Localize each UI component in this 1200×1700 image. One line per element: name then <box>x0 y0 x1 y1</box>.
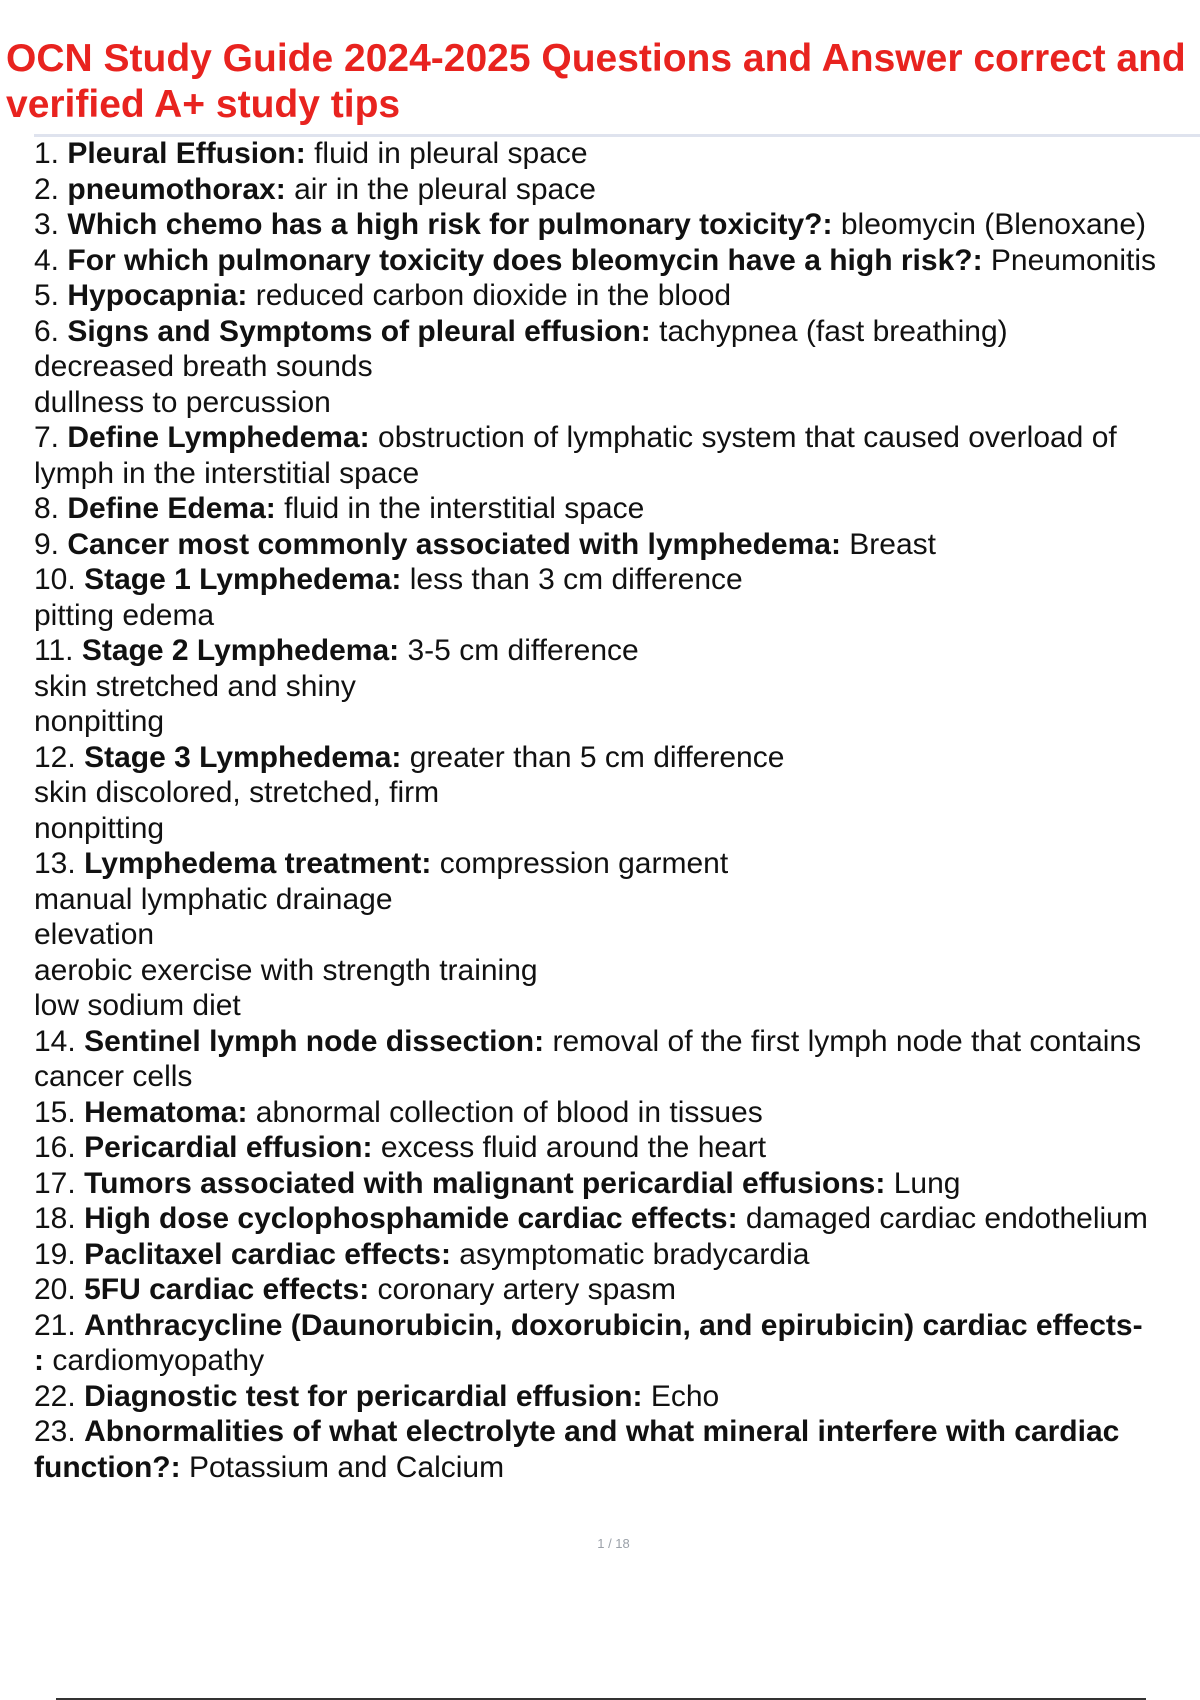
answer-text: Pneumonitis <box>990 243 1157 277</box>
qa-item-first-line <box>34 1414 1200 1450</box>
item-number: 3. <box>34 208 60 241</box>
qa-item <box>34 740 1200 847</box>
answer-text: tachypnea (fast breathing) <box>659 314 1008 348</box>
item-number: 22. <box>34 1379 76 1413</box>
answer-text: Lung <box>893 1166 961 1200</box>
document-title-line-1: OCN Study Guide 2024-2025 Questions and Answer correct and <box>6 37 1186 80</box>
qa-item <box>34 491 1200 527</box>
question-answer-list <box>34 136 1200 1485</box>
question-text: For which pulmonary toxicity does bleomycin have a high risk?: <box>67 243 983 277</box>
question-text: High dose cyclophosphamide cardiac effects: <box>84 1202 738 1235</box>
qa-item <box>34 562 1200 633</box>
question-text-continuation: : <box>34 1344 44 1377</box>
question-text: Stage 3 Lymphedema: <box>84 740 402 774</box>
question-text: Stage 2 Lymphedema: <box>81 634 400 667</box>
answer-text: cardiomyopathy <box>52 1344 265 1377</box>
qa-item-first-line <box>34 1166 1200 1202</box>
answer-text: fluid in the interstitial space <box>284 492 645 525</box>
answer-text: removal of the first lymph node that contains <box>552 1024 1142 1058</box>
item-number: 20. <box>34 1273 76 1306</box>
qa-item <box>34 1308 1200 1379</box>
item-number: 23. <box>34 1415 76 1448</box>
question-text: Pleural Effusion: <box>67 137 306 170</box>
question-text: Sentinel lymph node dissection: <box>84 1024 545 1058</box>
qa-item-first-line <box>34 172 1200 208</box>
qa-item <box>34 1130 1200 1166</box>
qa-item-first-line <box>34 1272 1200 1308</box>
qa-item-first-line <box>34 633 1200 669</box>
answer-extra-line: nonpitting <box>34 811 165 845</box>
answer-text: fluid in pleural space <box>314 137 588 170</box>
qa-item <box>34 207 1200 243</box>
qa-item <box>34 527 1200 563</box>
qa-item <box>34 1166 1200 1202</box>
qa-item-first-line <box>34 420 1200 456</box>
qa-item-first-line <box>34 740 1200 776</box>
qa-item <box>34 136 1200 172</box>
item-number: 9. <box>34 527 60 561</box>
answer-text: Echo <box>650 1379 720 1413</box>
item-number: 17. <box>34 1166 76 1200</box>
qa-item <box>34 314 1200 421</box>
qa-item-first-line <box>34 562 1200 598</box>
qa-item <box>34 633 1200 740</box>
question-text: Stage 1 Lymphedema: <box>84 563 402 596</box>
item-number: 10. <box>34 563 76 596</box>
document-title <box>6 36 1200 128</box>
qa-item <box>34 1272 1200 1308</box>
answer-text: Potassium and Calcium <box>188 1450 505 1484</box>
qa-item <box>34 1201 1200 1237</box>
answer-text: damaged cardiac endothelium <box>745 1202 1148 1235</box>
qa-item <box>34 846 1200 1024</box>
qa-item <box>34 420 1200 491</box>
answer-extra-line: aerobic exercise with strength training <box>34 953 538 987</box>
answer-text: compression garment <box>439 847 729 880</box>
qa-item-first-line <box>34 1237 1200 1273</box>
answer-extra-line: low sodium diet <box>34 989 241 1022</box>
qa-item <box>34 1024 1200 1095</box>
document-title-line-2: verified A+ study tips <box>6 83 401 126</box>
answer-text: 3-5 cm difference <box>407 634 639 667</box>
answer-extra-line: lymph in the interstitial space <box>34 456 420 490</box>
answer-text: abnormal collection of blood in tissues <box>255 1095 763 1129</box>
answer-extra-line: dullness to percussion <box>34 385 331 419</box>
answer-extra-line: nonpitting <box>34 705 165 738</box>
item-number: 2. <box>34 172 60 206</box>
item-number: 19. <box>34 1237 76 1271</box>
qa-item-first-line <box>34 314 1200 350</box>
item-number: 11. <box>34 634 74 667</box>
item-number: 16. <box>34 1131 76 1164</box>
question-text: Cancer most commonly associated with lymphedema: <box>67 527 841 561</box>
question-text: Tumors associated with malignant pericardial effusions: <box>84 1166 886 1200</box>
answer-extra-line: manual lymphatic drainage <box>34 882 393 916</box>
answer-text: air in the pleural space <box>294 172 596 206</box>
answer-extra-line: pitting edema <box>34 598 215 632</box>
question-text: Pericardial effusion: <box>84 1131 373 1164</box>
question-text: Anthracycline (Daunorubicin, doxorubicin, and epirubicin) cardiac effects- <box>84 1308 1143 1342</box>
item-number: 13. <box>34 847 76 880</box>
qa-item <box>34 1379 1200 1415</box>
answer-text: excess fluid around the heart <box>380 1131 767 1164</box>
qa-item-first-line <box>34 491 1200 527</box>
qa-item-first-line <box>34 846 1200 882</box>
qa-item <box>34 243 1200 279</box>
question-text: Which chemo has a high risk for pulmonary toxicity?: <box>67 208 833 241</box>
qa-item <box>34 1095 1200 1131</box>
qa-item-first-line <box>34 207 1200 243</box>
qa-item-first-line <box>34 1201 1200 1237</box>
answer-text: Breast <box>849 527 936 561</box>
page-indicator: 1 / 18 <box>597 1536 630 1551</box>
qa-item-first-line <box>34 1379 1200 1415</box>
question-text: Hypocapnia: <box>67 279 248 312</box>
answer-text: asymptomatic bradycardia <box>459 1237 810 1271</box>
item-number: 4. <box>34 243 60 277</box>
qa-item-first-line <box>34 527 1200 563</box>
answer-text: less than 3 cm difference <box>409 563 743 596</box>
qa-item-first-line <box>34 1095 1200 1131</box>
item-number: 15. <box>34 1095 76 1129</box>
answer-text: greater than 5 cm difference <box>409 740 785 774</box>
question-text: Abnormalities of what electrolyte and what mineral interfere with cardiac <box>84 1415 1120 1448</box>
qa-item-first-line <box>34 243 1200 279</box>
answer-text: obstruction of lymphatic system that caused overload of <box>378 421 1117 454</box>
question-text-continuation: function?: <box>34 1450 181 1484</box>
answer-extra-line: skin discolored, stretched, firm <box>34 776 440 809</box>
item-number: 12. <box>34 740 76 774</box>
answer-extra-line: skin stretched and shiny <box>34 669 356 703</box>
qa-item-first-line <box>34 278 1200 314</box>
question-text: Signs and Symptoms of pleural effusion: <box>67 314 651 348</box>
qa-item-continuation-line <box>34 1450 1200 1486</box>
question-text: 5FU cardiac effects: <box>84 1273 370 1306</box>
answer-extra-line: decreased breath sounds <box>34 350 373 383</box>
item-number: 21. <box>34 1308 76 1342</box>
answer-text: bleomycin (Blenoxane) <box>840 208 1146 241</box>
answer-text: coronary artery spasm <box>377 1273 676 1306</box>
item-number: 5. <box>34 279 60 312</box>
qa-item-first-line <box>34 1130 1200 1166</box>
qa-item-first-line <box>34 1024 1200 1060</box>
answer-extra-line: elevation <box>34 918 155 951</box>
answer-text: reduced carbon dioxide in the blood <box>255 279 732 312</box>
qa-item <box>34 1237 1200 1273</box>
question-text: pneumothorax: <box>67 172 286 206</box>
question-text: Lymphedema treatment: <box>84 847 432 880</box>
question-text: Hematoma: <box>84 1095 248 1129</box>
question-text: Define Lymphedema: <box>67 421 370 454</box>
item-number: 18. <box>34 1202 76 1235</box>
qa-item-continuation-line <box>34 1343 1200 1379</box>
qa-item-first-line <box>34 1308 1200 1344</box>
qa-item <box>34 172 1200 208</box>
item-number: 7. <box>34 421 60 454</box>
qa-item-first-line <box>34 136 1200 172</box>
item-number: 6. <box>34 314 60 348</box>
qa-item <box>34 278 1200 314</box>
question-text: Paclitaxel cardiac effects: <box>84 1237 451 1271</box>
item-number: 1. <box>34 137 60 170</box>
answer-extra-line: cancer cells <box>34 1060 193 1093</box>
question-text: Diagnostic test for pericardial effusion: <box>84 1379 643 1413</box>
item-number: 14. <box>34 1024 76 1058</box>
question-text: Define Edema: <box>67 492 276 525</box>
qa-item <box>34 1414 1200 1485</box>
item-number: 8. <box>34 492 60 525</box>
